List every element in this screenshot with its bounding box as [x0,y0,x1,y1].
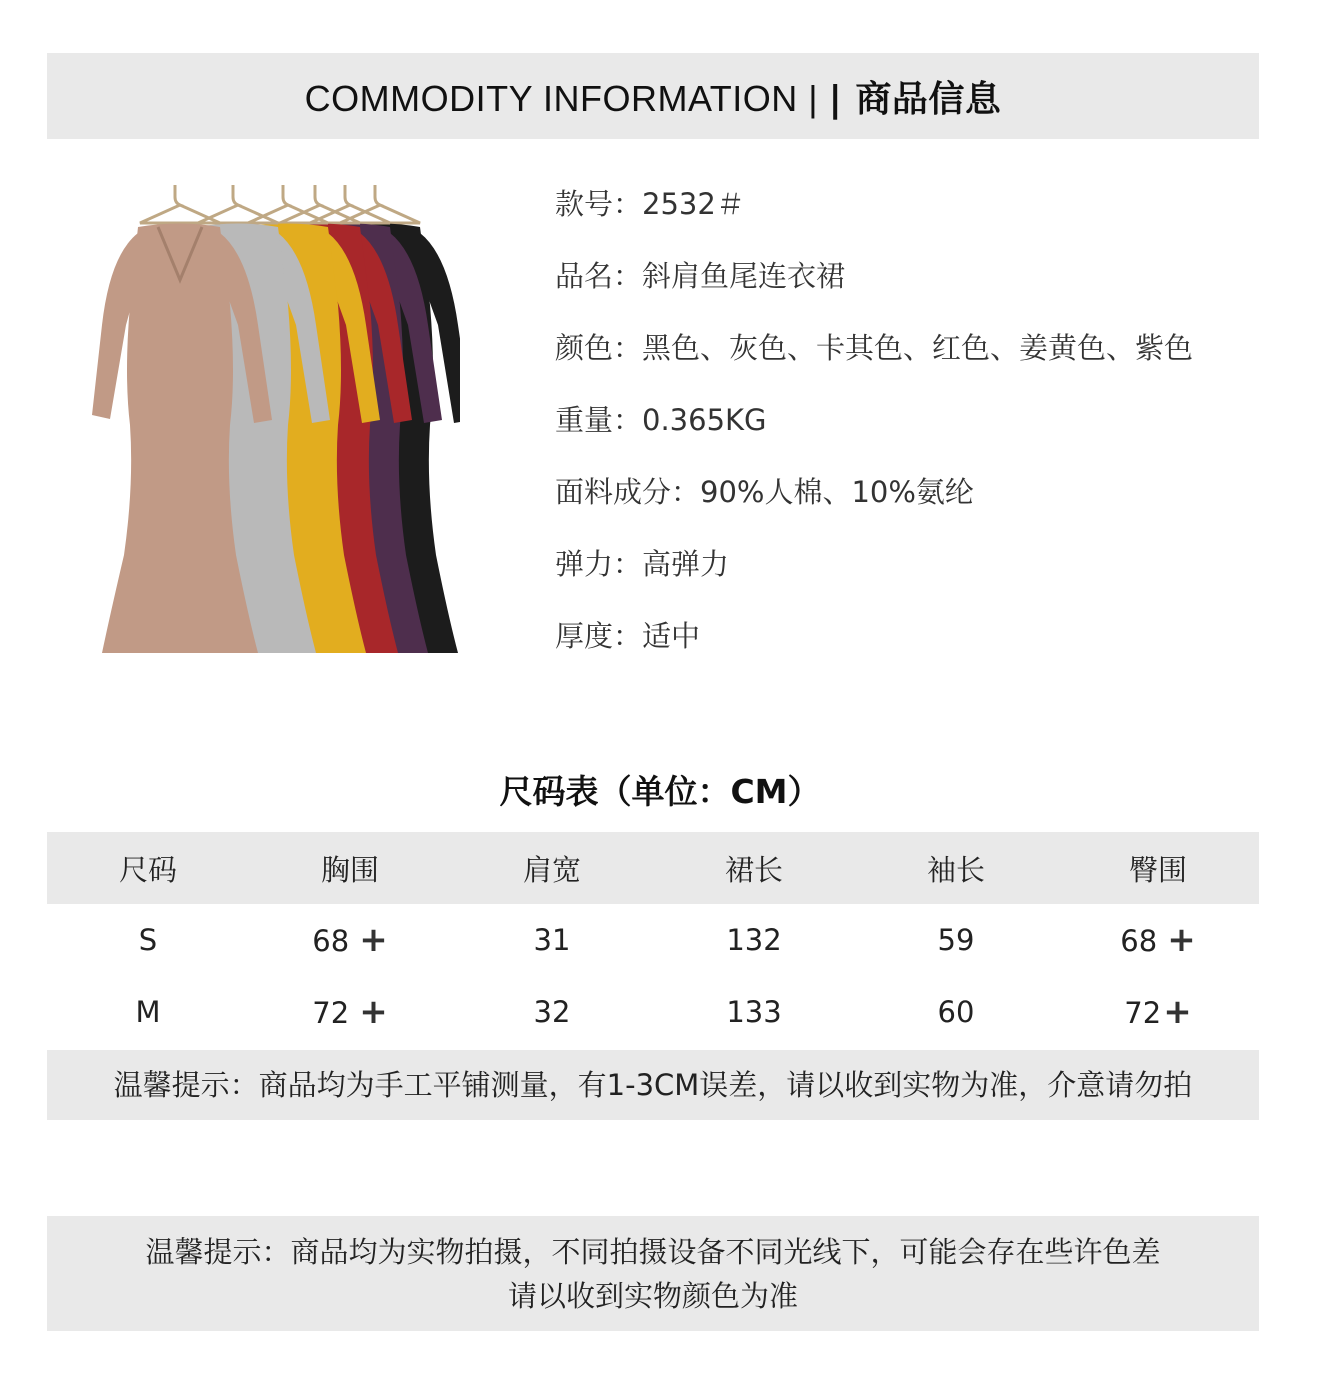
spec-value: 斜肩鱼尾连衣裙 [642,259,846,293]
photo-note-line-2: 请以收到实物颜色为准 [507,1279,798,1313]
spec-value: 适中 [642,619,701,653]
spec-row-style-no [555,182,1193,254]
cell-value: 68 [1120,924,1158,958]
header-sleeve-length: 袖长 [926,852,985,887]
spec-label: 厚度： [555,619,643,653]
spec-row-fabric [555,470,1193,542]
table-row [47,976,1259,1048]
cell-value: 72 [1124,996,1162,1030]
spec-label: 款号： [555,187,643,221]
size-table [47,832,1259,1048]
spec-value: 高弹力 [642,547,730,581]
size-chart-title: 尺码表（单位：CM） [499,772,821,811]
spec-row-thickness [555,614,1193,686]
spec-value: 90%人棉、10%氨纶 [700,475,974,509]
cell-bust [249,904,451,976]
cell-hip [1057,904,1259,976]
spec-label: 弹力： [555,547,643,581]
header-shoulder: 肩宽 [522,852,581,887]
cell-dress-length: 132 [726,923,782,957]
plus-icon: + [1167,920,1196,960]
spec-list [555,182,1193,686]
cell-shoulder: 32 [533,995,571,1029]
header-title [305,71,1002,122]
cell-bust [249,976,451,1048]
cell-sleeve-length: 60 [937,995,975,1029]
photo-note [47,1216,1259,1331]
plus-icon: + [359,992,388,1032]
photo-note-line-1: 温馨提示：商品均为实物拍摄，不同拍摄设备不同光线下，可能会存在些许色差 [145,1235,1161,1269]
header-hip: 臀围 [1128,852,1187,887]
cell-shoulder: 31 [533,923,571,957]
spec-row-product-name [555,254,1193,326]
header-bust: 胸围 [320,852,379,887]
spec-label: 重量： [555,403,643,437]
cell-dress-length: 133 [726,995,782,1029]
cell-value: 72 [312,996,350,1030]
cell-value: 68 [312,924,350,958]
plus-icon: + [1163,992,1192,1032]
header-title-en: COMMODITY INFORMATION | [304,77,829,119]
table-row [47,904,1259,976]
header-dress-length: 裙长 [724,852,783,887]
cell-hip [1057,976,1259,1048]
cell-size: M [135,995,161,1029]
spec-value: 2532＃ [642,187,745,221]
spec-value: 黑色、灰色、卡其色、红色、姜黄色、紫色 [642,331,1194,365]
spec-label: 品名： [555,259,643,293]
plus-icon: + [359,920,388,960]
spec-value: 0.365KG [642,403,767,437]
spec-label: 颜色： [555,331,643,365]
spec-row-elasticity [555,542,1193,614]
spec-row-colors [555,326,1193,398]
cell-size: S [138,923,158,957]
product-image [80,175,460,665]
cell-sleeve-length: 59 [937,923,975,957]
header-size: 尺码 [118,852,177,887]
hanger [140,185,220,223]
measurement-note: 温馨提示：商品均为手工平铺测量，有1-3CM误差，请以收到实物为准，介意请勿拍 [47,1050,1259,1120]
header-title-cn: | 商品信息 [828,78,1002,120]
spec-row-weight [555,398,1193,470]
size-table-header-row [47,832,1259,904]
spec-label: 面料成分： [555,475,701,509]
header-band [47,53,1259,139]
